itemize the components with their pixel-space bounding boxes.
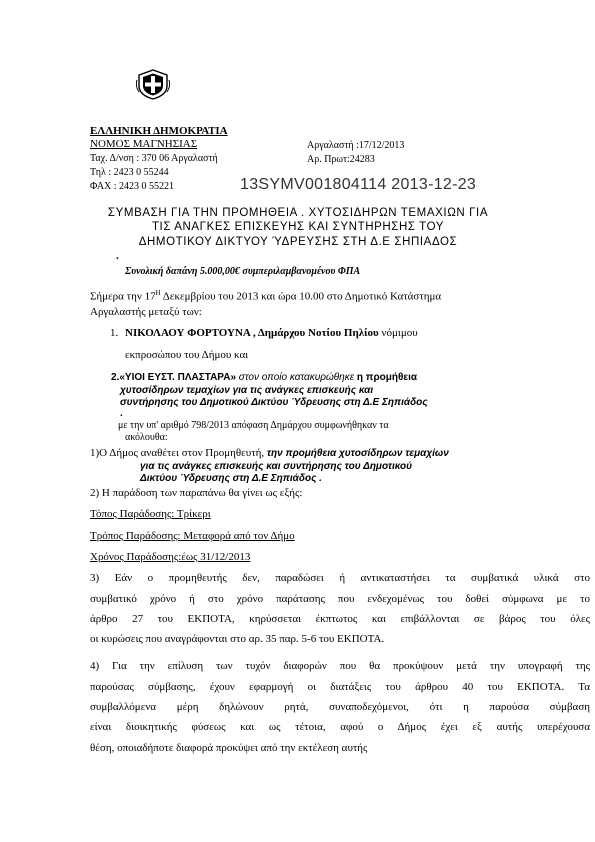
clause-4-line-2: παρούσας σύμβασης, έχουν εφαρμογή οι διατάξεις του άρθρου 40 του ΕΚΠΟΤΑ. Τα: [90, 681, 590, 693]
clause-1-line-3: Δικτύου Ύδρευσης στη Δ.Ε Σηπιάδος .: [140, 473, 322, 484]
agreed-line: ακόλουθα:: [125, 432, 168, 443]
total-cost: Συνολική δαπάνη 5.000,00€ συμπεριλαμβανομένου ΦΠΑ: [125, 266, 361, 277]
party-2-bold: η προμήθεια: [354, 372, 418, 383]
clause-1-bold: την προμήθεια χυτοσίδηρων τεμαχίων: [264, 448, 449, 459]
clause-3-line-3: άρθρο 27 του ΕΚΠΟΤΑ, κηρύσσεται έκπτωτος και επιβάλλονται σε βάρος του όλες: [90, 613, 590, 625]
clause-4-line-1: 4) Για την επίλυση των τυχόν διαφορών που θα προκύψουν μετά την υπογραφή της: [90, 660, 590, 672]
clause-3-line-2: συμβατικό χρόνο ή στο χρόνο παράτασης που ενδεχομένως του δοθεί σύμφωνα με το: [90, 593, 590, 605]
greek-coat-of-arms-icon: [136, 66, 170, 100]
address-line: Ταχ. Δ/νση : 370 06 Αργαλαστή: [90, 153, 218, 164]
clause-2: 2) Η παράδοση των παραπάνω θα γίνει ως εξής:: [90, 487, 303, 499]
delivery-time: Χρόνος Παράδοσης:έως 31/12/2013: [90, 551, 251, 563]
phone-line: Τηλ : 2423 0 55244: [90, 167, 169, 178]
clause-4-line-4: είναι διοικητικής φύσεως και ως τέτοια, αφού ο Δήμος έχει εξ αυτής υπερέχουσα: [90, 721, 590, 733]
clause-1-line-2: για τις ανάγκες επισκευής και συντήρησης του Δημοτικού: [140, 461, 413, 472]
decision-line: με την υπ' αριθμό 798/2013 απόφαση Δημάρχου συμφωνήθηκαν τα: [118, 420, 389, 431]
fax-line: ΦΑΧ : 2423 0 55221: [90, 181, 175, 192]
delivery-place: Τόπος Παράδοσης: Τρίκερι: [90, 508, 211, 520]
title-line-1: ΣΥΜΒΑΣΗ ΓΙΑ ΤΗΝ ΠΡΟΜΗΘΕΙΑ . ΧΥΤΟΣΙΔΗΡΩΝ ΤΕΜΑΧΙΩΝ ΓΙΑ: [107, 207, 489, 219]
party-2-name: 2.«ΥΙΟΙ ΕΥΣΤ. ΠΛΑΣΤΑΡΑ»: [111, 372, 237, 383]
party-1: [125, 327, 418, 340]
party-1-suffix: νόμιμου: [378, 327, 418, 339]
intro-today: [90, 287, 441, 304]
protocol-number: Αρ. Πρωτ:24283: [307, 154, 375, 165]
party-1-number: 1.: [110, 327, 119, 339]
intro-today-suffix: Δεκεμβρίου του 2013 και ώρα 10.00 στο Δημοτικό Κατάστημα: [160, 290, 442, 303]
place-date: Αργαλαστή :17/12/2013: [307, 140, 405, 151]
party-2-line-4: .: [120, 408, 123, 419]
title-line-3: ΔΗΜΟΤΙΚΟΥ ΔΙΚΤΥΟΥ ΎΔΡΕΥΣΗΣ ΣΤΗ Δ.Ε ΣΗΠΙΑΔΟΣ: [138, 236, 458, 248]
clause-3-line-4: οι κυρώσεις που αναγράφονται στο αρ. 35 παρ. 5-6 του ΕΚΠΟΤΑ.: [90, 633, 385, 645]
title-line-4: .: [116, 250, 119, 262]
clause-4-line-5: θέση, οποιαδήποτε διαφορά προκύψει από την εκτέλεση αυτής: [90, 742, 368, 754]
intro-today-sup: Η: [155, 289, 161, 297]
party-1-name: ΝΙΚΟΛΑΟΥ ΦΟΡΤΟΥΝΑ , Δημάρχου Νοτίου Πηλίου: [125, 327, 379, 339]
intro-today-prefix: Σήμερα την 17: [90, 290, 156, 303]
clause-3-line-1: 3) Εάν ο προμηθευτής δεν, παραδώσει ή αντικαταστήσει τα συμβατικά υλικά στο: [90, 572, 590, 584]
clause-4-line-3: συμβαλλόμενα μέρη δηλώνουν ρητά, συναποδεχόμενοι, ότι η παρούσα σύμβαση: [90, 701, 590, 713]
party-1-line-2: εκπροσώπου του Δήμου και: [125, 349, 249, 361]
party-2-line-3: συντήρησης του Δημοτικού Δικτύου Ύδρευσης στη Δ.Ε Σηπιάδος: [120, 397, 428, 408]
party-2-line-2: χυτοσίδηρων τεμαχίων για τις ανάγκες επισκευής και: [120, 385, 374, 396]
party-2-mid: στον οποίο κατακυρώθηκε: [236, 372, 355, 383]
clause-1-prefix: 1)Ο Δήμος αναθέτει στον Προμηθευτή,: [90, 447, 265, 459]
party-2: [111, 372, 417, 384]
delivery-method: Τρόπος Παράδοσης: Μεταφορά από τον Δήμο: [90, 530, 295, 542]
republic-heading: ΕΛΛΗΝΙΚΗ ΔΗΜΟΚΡΑΤΙΑ: [90, 125, 228, 137]
clause-1: [90, 447, 449, 460]
ada-stamp: 13SYMV001804114 2013-12-23: [240, 176, 477, 193]
intro-place: Αργαλαστής μεταξύ των:: [90, 306, 202, 318]
title-line-2: ΤΙΣ ΑΝΑΓΚΕΣ ΕΠΙΣΚΕΥΗΣ ΚΑΙ ΣΥΝΤΗΡΗΣΗΣ ΤΟΥ: [151, 221, 445, 233]
prefecture-heading: ΝΟΜΟΣ ΜΑΓΝΗΣΙΑΣ: [90, 138, 198, 150]
